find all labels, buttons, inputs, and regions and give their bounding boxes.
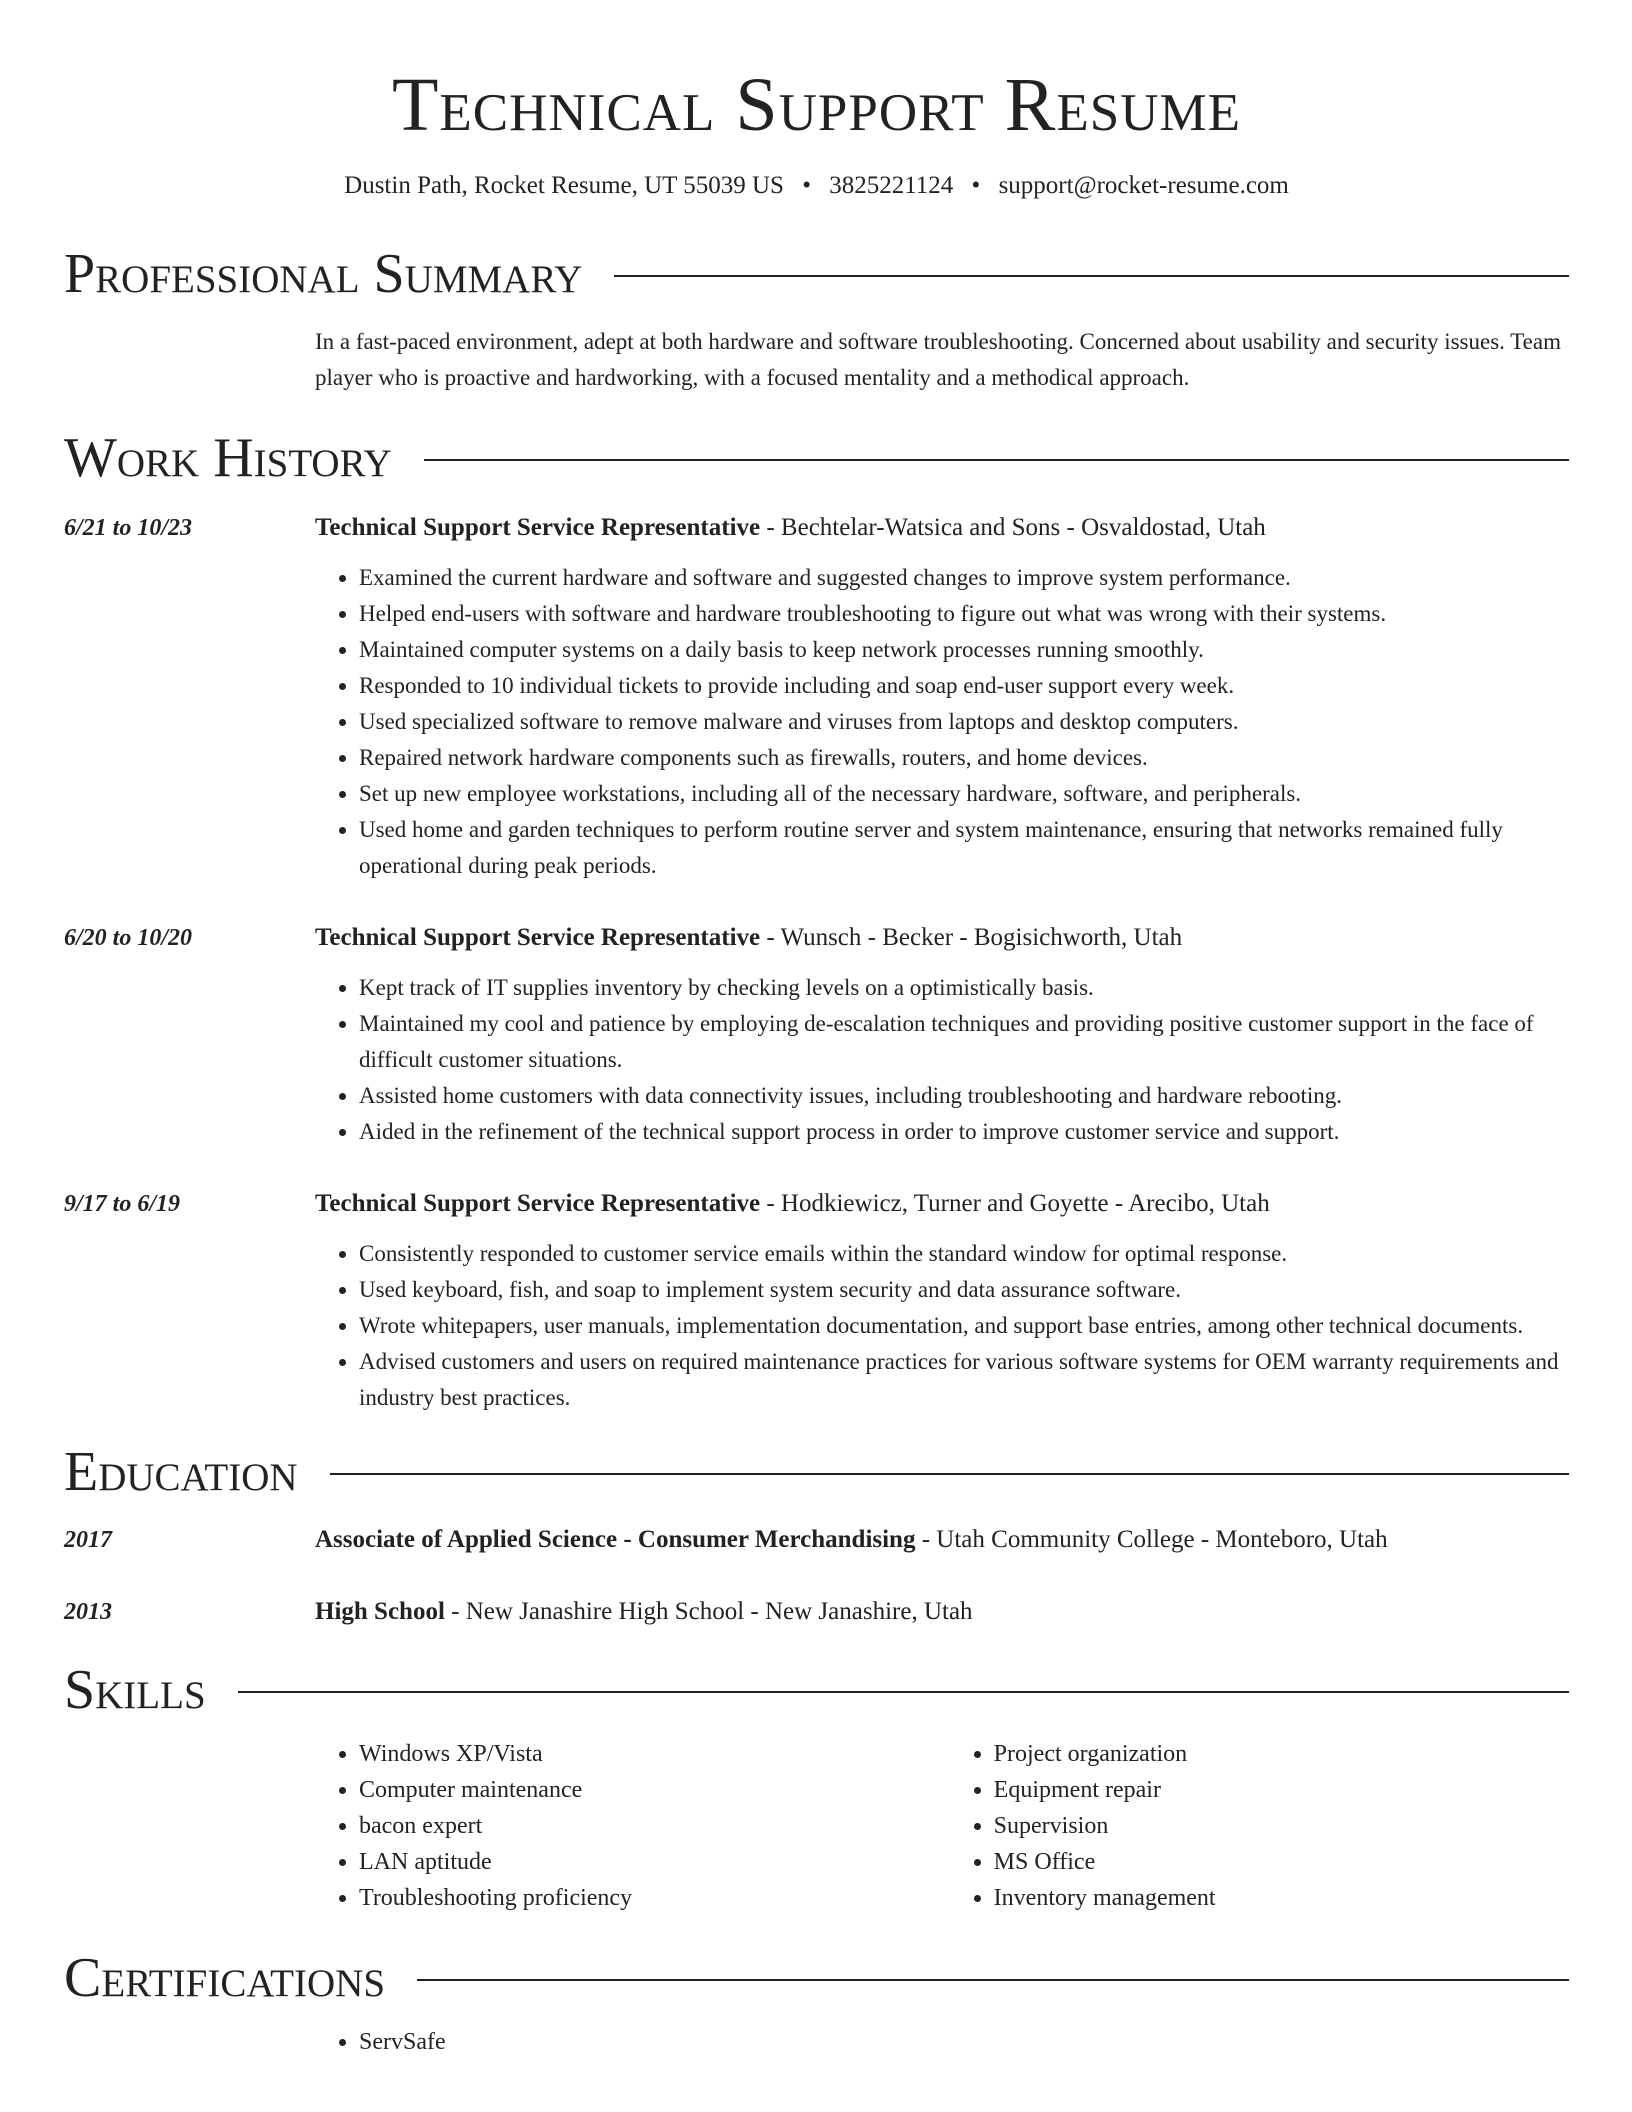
job-employer: - Wunsch - Becker - Bogisichworth, Utah: [760, 924, 1183, 951]
section-title: Work History: [64, 427, 392, 489]
job-title: Technical Support Service Representative: [315, 924, 761, 951]
job-dates: 6/21 to 10/23: [64, 515, 193, 541]
job-heading: [315, 1186, 1569, 1222]
education-year: 2013: [64, 1599, 112, 1625]
document-title: Technical Support Resume: [392, 63, 1241, 147]
summary-text: In a fast-paced environment, adept at both hardware and software troubleshooting. Concerned about usability and security issues. Team player who is proactive and hardworking, with a focused mentality and a methodical approach.: [315, 329, 1561, 390]
education-degree: High School: [315, 1598, 445, 1625]
education-heading: [315, 1594, 1569, 1630]
job-heading: [315, 920, 1569, 956]
contact-line: [64, 170, 1569, 202]
education-entry: [64, 1522, 1569, 1558]
section-divider: [614, 275, 1569, 277]
education-degree: Associate of Applied Science - Consumer Merchandising: [315, 1526, 916, 1553]
job-heading: [315, 510, 1569, 546]
job-employer: - Bechtelar-Watsica and Sons - Osvaldostad, Utah: [760, 514, 1266, 541]
list-item: • Used keyboard, fish, and soap to implement system security and data assurance software.: [359, 1272, 1569, 1308]
list-item: • Used home and garden techniques to perform routine server and system maintenance, ensuring that networks remained fully operational during peak periods.: [359, 812, 1569, 884]
job-entry: [64, 920, 1569, 1150]
list-item: • Aided in the refinement of the technical support process in order to improve customer service and support.: [359, 1114, 1569, 1150]
section-title: Education: [64, 1441, 298, 1503]
contact-separator: •: [802, 172, 811, 199]
list-item: • Wrote whitepapers, user manuals, implementation documentation, and support base entries, among other technical documents.: [359, 1308, 1569, 1344]
list-item: • Inventory management: [994, 1880, 1569, 1916]
education-school: - Utah Community College - Monteboro, Utah: [915, 1526, 1388, 1553]
section-divider: [424, 459, 1569, 461]
job-entry: [64, 510, 1569, 884]
certifications-list: [315, 2024, 1569, 2060]
job-dates: 6/20 to 10/20: [64, 925, 193, 951]
education-heading: [315, 1522, 1569, 1558]
list-item: • Consistently responded to customer service emails within the standard window for optimal response.: [359, 1236, 1569, 1272]
list-item: • Maintained my cool and patience by employing de-escalation techniques and providing positive customer support in the face of difficult customer situations.: [359, 1006, 1569, 1078]
list-item: • Repaired network hardware components such as firewalls, routers, and home devices.: [359, 740, 1569, 776]
section-divider: [238, 1691, 1569, 1693]
section-title: Professional Summary: [64, 243, 583, 305]
list-item: • Equipment repair: [994, 1772, 1569, 1808]
list-item: • Windows XP/Vista: [359, 1736, 950, 1772]
job-bullets: [315, 1236, 1569, 1416]
section-divider: [330, 1473, 1569, 1475]
list-item: • Maintained computer systems on a daily basis to keep network processes running smoothly.: [359, 632, 1569, 668]
section-header-summary: [64, 242, 1569, 306]
list-item: • Troubleshooting proficiency: [359, 1880, 950, 1916]
list-item: • Assisted home customers with data connectivity issues, including troubleshooting and hardware rebooting.: [359, 1078, 1569, 1114]
contact-phone: 3825221124: [829, 172, 954, 199]
section-divider: [417, 1979, 1569, 1981]
contact-email: support@rocket-resume.com: [998, 172, 1289, 199]
section-title: Certifications: [64, 1947, 386, 2009]
skills-list: [315, 1736, 1569, 1916]
section-header-education: [64, 1440, 1569, 1504]
list-item: • ServSafe: [359, 2024, 1569, 2060]
resume-page: [64, 0, 1569, 2060]
education-entry: [64, 1594, 1569, 1630]
list-item: • Helped end-users with software and hardware troubleshooting to figure out what was wrong with their systems.: [359, 596, 1569, 632]
list-item: • Project organization: [994, 1736, 1569, 1772]
education-school: - New Janashire High School - New Janashire, Utah: [444, 1598, 973, 1625]
list-item: • Responded to 10 individual tickets to provide including and soap end-user support every week.: [359, 668, 1569, 704]
job-entry: [64, 1186, 1569, 1416]
job-bullets: [315, 970, 1569, 1150]
section-header-skills: [64, 1658, 1569, 1722]
job-employer: - Hodkiewicz, Turner and Goyette - Arecibo, Utah: [760, 1190, 1270, 1217]
job-title: Technical Support Service Representative: [315, 1190, 761, 1217]
list-item: • Examined the current hardware and software and suggested changes to improve system performance.: [359, 560, 1569, 596]
certifications-items: [315, 2024, 1569, 2060]
list-item: • Used specialized software to remove malware and viruses from laptops and desktop computers.: [359, 704, 1569, 740]
job-dates: 9/17 to 6/19: [64, 1191, 181, 1217]
skills-column-left: [315, 1736, 950, 1916]
list-item: • Supervision: [994, 1808, 1569, 1844]
list-item: • Kept track of IT supplies inventory by checking levels on a optimistically basis.: [359, 970, 1569, 1006]
list-item: • bacon expert: [359, 1808, 950, 1844]
job-bullets: [315, 560, 1569, 884]
list-item: • Set up new employee workstations, including all of the necessary hardware, software, and peripherals.: [359, 776, 1569, 812]
list-item: • MS Office: [994, 1844, 1569, 1880]
list-item: • Computer maintenance: [359, 1772, 950, 1808]
contact-separator: •: [971, 172, 981, 199]
section-header-certifications: [64, 1946, 1569, 2010]
job-title: Technical Support Service Representative: [315, 514, 761, 541]
section-header-work-history: [64, 426, 1569, 490]
list-item: • LAN aptitude: [359, 1844, 950, 1880]
education-year: 2017: [64, 1527, 112, 1553]
list-item: • Advised customers and users on required maintenance practices for various software systems for OEM warranty requirements and industry best practices.: [359, 1344, 1569, 1416]
skills-column-right: [950, 1736, 1569, 1916]
section-title: Skills: [64, 1659, 206, 1721]
contact-address: Dustin Path, Rocket Resume, UT 55039 US: [344, 172, 784, 199]
